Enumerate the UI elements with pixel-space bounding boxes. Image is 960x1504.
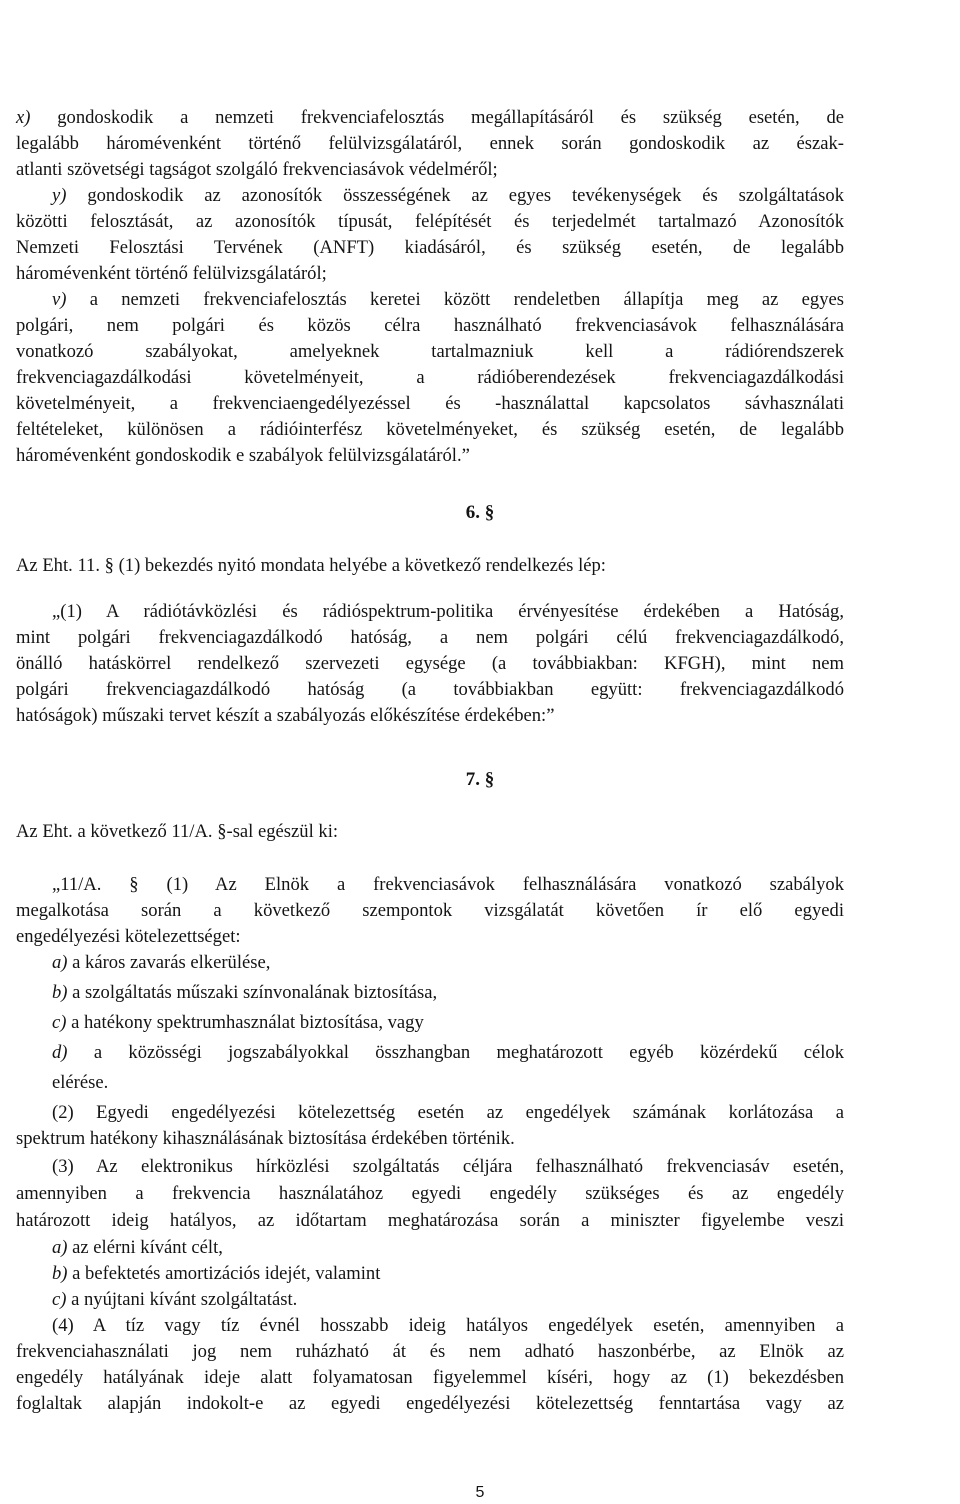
text-line: Nemzeti Felosztási Tervének (ANFT) kiadásáról, és szükség esetén, de legalább [16, 237, 844, 258]
text-line: (2) Egyedi engedélyezési kötelezettség esetén az engedélyek számának korlátozása a [52, 1102, 844, 1123]
text-line: foglaltak alapján indokolt-e az egyedi engedélyezési kötelezettség fenntartása vagy az [16, 1393, 844, 1414]
text-line: (3) Az elektronikus hírközlési szolgáltatás céljára felhasználható frekvenciasáv esetén, [52, 1156, 844, 1177]
section-heading: 7. § [465, 769, 495, 790]
text-line: amennyiben a frekvencia használatához egyedi engedély szükséges és az engedély [16, 1183, 844, 1204]
text-line: polgári, nem polgári és közös célra használható frekvenciasávok felhasználására [16, 315, 844, 336]
text-line: atlanti szövetségi tagságot szolgáló frekvenciasávok védelméről; [16, 159, 498, 180]
text-line: d) a közösségi jogszabályokkal összhangban meghatározott egyéb közérdekű célok [52, 1042, 844, 1063]
text-line: spektrum hatékony kihasználásának biztosítása érdekében történik. [16, 1128, 515, 1149]
text-line: a) az elérni kívánt célt, [52, 1237, 223, 1258]
section-heading: 6. § [465, 502, 495, 523]
text-line: feltételeket, különösen a rádióinterfész követelményeket, és szükség esetén, de legalább [16, 419, 844, 440]
text-line: elérése. [52, 1072, 109, 1093]
text-line: „(1) A rádiótávközlési és rádióspektrum-politika érvényesítése érdekében a Hatóság, [52, 601, 844, 622]
text-line: c) a nyújtani kívánt szolgáltatást. [52, 1289, 298, 1310]
text-line: x) gondoskodik a nemzeti frekvenciafelosztás megállapításáról és szükség esetén, de [16, 107, 844, 128]
text-line: b) a szolgáltatás műszaki színvonalának biztosítása, [52, 982, 438, 1003]
text-line: „11/A. § (1) Az Elnök a frekvenciasávok felhasználására vonatkozó szabályok [52, 874, 844, 895]
page-number: 5 [475, 1484, 485, 1501]
text-line: engedélyezési kötelezettséget: [16, 926, 241, 947]
text-line: megalkotása során a következő szempontok vizsgálatát követően ír elő egyedi [16, 900, 844, 921]
text-line: legalább háromévenként történő felülvizsgálatáról, ennek során gondoskodik az észak- [16, 133, 844, 154]
text-line: határozott ideig hatályos, az időtartam meghatározása során a miniszter figyelembe veszi [16, 1210, 844, 1231]
text-line: háromévenként történő felülvizsgálatáról; [16, 263, 327, 284]
text-line: önálló hatáskörrel rendelkező szervezeti egysége (a továbbiakban: KFGH), mint nem [16, 653, 844, 674]
text-line: v) a nemzeti frekvenciafelosztás keretei között rendeletben állapítja meg az egyes [52, 289, 844, 310]
text-line: vonatkozó szabályokat, amelyeknek tartalmazniuk kell a rádiórendszerek [16, 341, 844, 362]
text-line: hatóságok) műszaki tervet készít a szabályozás előkészítése érdekében:” [16, 705, 555, 726]
text-line: mint polgári frekvenciagazdálkodó hatóság, a nem polgári célú frekvenciagazdálkodó, [16, 627, 844, 648]
text-line: b) a befektetés amortizációs idejét, valamint [52, 1263, 381, 1284]
text-line: polgári frekvenciagazdálkodó hatóság (a továbbiakban együtt: frekvenciagazdálkodó [16, 679, 844, 700]
text-line: Az Eht. a következő 11/A. §-sal egészül ki: [16, 821, 339, 842]
text-line: frekvenciagazdálkodási követelményeit, a rádióberendezések frekvenciagazdálkodási [16, 367, 844, 388]
text-line: frekvenciahasználati jog nem ruházható át és nem adható haszonbérbe, az Elnök az [16, 1341, 844, 1362]
text-line: Az Eht. 11. § (1) bekezdés nyitó mondata helyébe a következő rendelkezés lép: [16, 555, 606, 576]
text-line: (4) A tíz vagy tíz évnél hosszabb ideig hatályos engedélyek esetén, amennyiben a [52, 1315, 844, 1336]
text-line: y) gondoskodik az azonosítók összességének az egyes tevékenységek és szolgáltatások [52, 185, 844, 206]
text-line: engedély hatályának ideje alatt folyamatosan figyelemmel kíséri, hogy az (1) bekezdésben [16, 1367, 844, 1388]
text-line: háromévenként gondoskodik e szabályok felülvizsgálatáról.” [16, 445, 470, 466]
text-line: a) a káros zavarás elkerülése, [52, 952, 271, 973]
text-line: c) a hatékony spektrumhasználat biztosítása, vagy [52, 1012, 424, 1033]
text-line: közötti felosztását, az azonosítók típusát, felépítését és terjedelmét tartalmazó Azonosítók [16, 211, 844, 232]
text-line: követelményeit, a frekvenciaengedélyezéssel és -használattal kapcsolatos sávhasználati [16, 393, 844, 414]
